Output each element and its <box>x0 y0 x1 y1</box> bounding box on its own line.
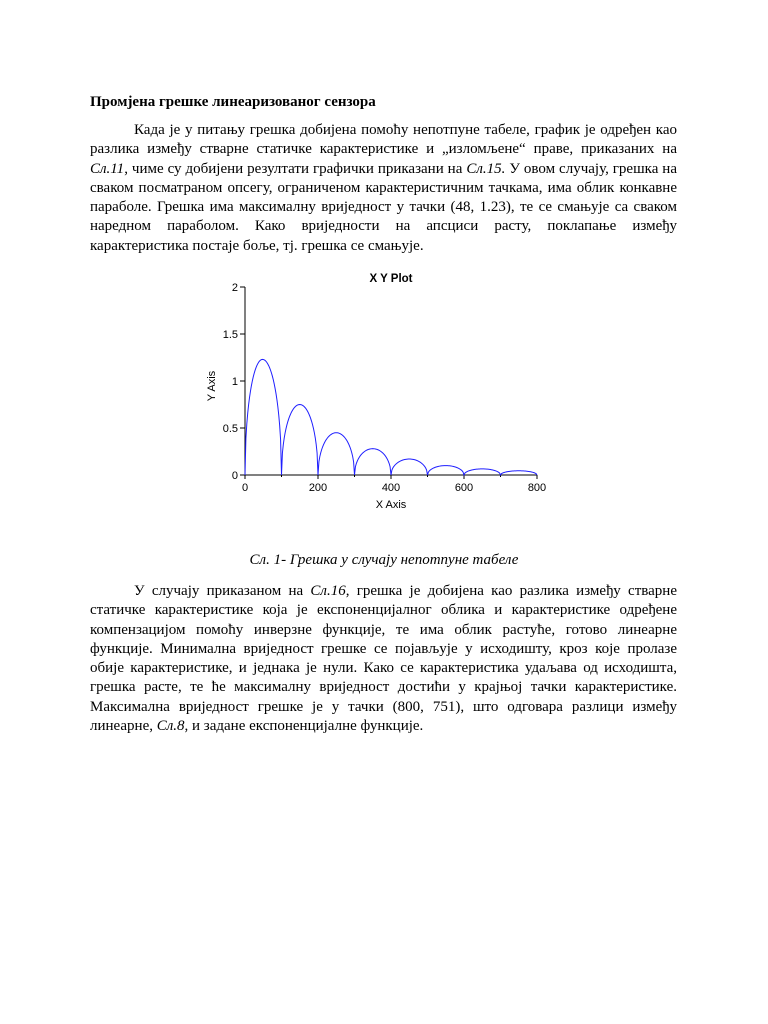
paragraph2-run-2: , грешка је добијена као разлика између стварне статичке карактеристике која је експоненцијалног облика и карактеристике одређене компензацијом помоћу инверзне функције, те има облик растуће, готово линеарне функције. Минимална вриједност грешке се појављује у исходишту, кроз које пролазе обије карактеристике, и једнака је нули. Како се карактеристика удаљава од исходишта, грешка расте, те ће максималну вриједност достићи у крајњој тачки карактеристике. Максимална вриједност грешке је у тачки (800, 751), што одговара разлици између линеарне, <box>90 583 677 735</box>
y-tick-label: 1 <box>231 376 238 388</box>
xy-plot-chart <box>190 264 560 529</box>
figure-caption: Сл. 1- Грешка у случају непотпуне табеле <box>249 552 519 568</box>
paragraph1-run-0: Када је у питању грешка добијена помоћу непотпуне табеле, график је одређен као разлика између стварне статичке карактеристике и „изломљене“ праве, приказаних на <box>90 122 677 158</box>
paragraph2-run-1: Сл.16 <box>310 583 346 599</box>
y-tick-label: 2 <box>231 282 238 294</box>
y-tick-label: 1.5 <box>222 329 238 341</box>
x-axis-label: X Axis <box>375 499 407 511</box>
xy-plot-svg <box>190 264 560 524</box>
paragraph2-run-3: Сл.8 <box>156 718 185 735</box>
x-tick-label: 800 <box>527 482 547 494</box>
paragraph-1-text <box>90 122 677 254</box>
paragraph1-run-1: Сл.11 <box>90 160 125 177</box>
x-tick-label: 0 <box>241 482 249 494</box>
x-tick-label: 600 <box>454 482 474 494</box>
y-tick-label: 0.5 <box>222 423 238 435</box>
x-tick-label: 200 <box>308 482 328 494</box>
paragraph1-run-3: Сл.15. <box>466 160 506 177</box>
paragraph-2-text <box>90 583 677 734</box>
chart-title: X Y Plot <box>369 273 413 285</box>
y-tick-label: 0 <box>231 470 238 482</box>
paragraph-2 <box>90 582 677 736</box>
paragraph1-run-4: У овом случају, грешка на сваком посматраном опсегу, ограниченом карактеристичним тачкама, има облик конкавне параболе. Грешка има максималну вриједност у тачки (48, 1.23), те се смањује са сваком наредном параболом. Како вриједности на апсциси расту, поклапање између карактеристика постаје боље, тј. грешка се смањује. <box>90 160 677 254</box>
series-line-0 <box>245 359 537 475</box>
y-axis-label: Y Axis <box>206 370 218 402</box>
x-tick-label: 400 <box>381 482 401 494</box>
paragraph2-run-0: У случају приказаном на <box>134 583 311 599</box>
paragraph2-run-4: , и задане експоненцијалне функције. <box>184 718 424 735</box>
paragraph1-run-2: , чиме су добијени резултати графички приказани на <box>124 160 467 177</box>
section-heading: Промјена грешке линеаризованог сензора <box>90 94 376 110</box>
paragraph-1 <box>90 121 677 256</box>
